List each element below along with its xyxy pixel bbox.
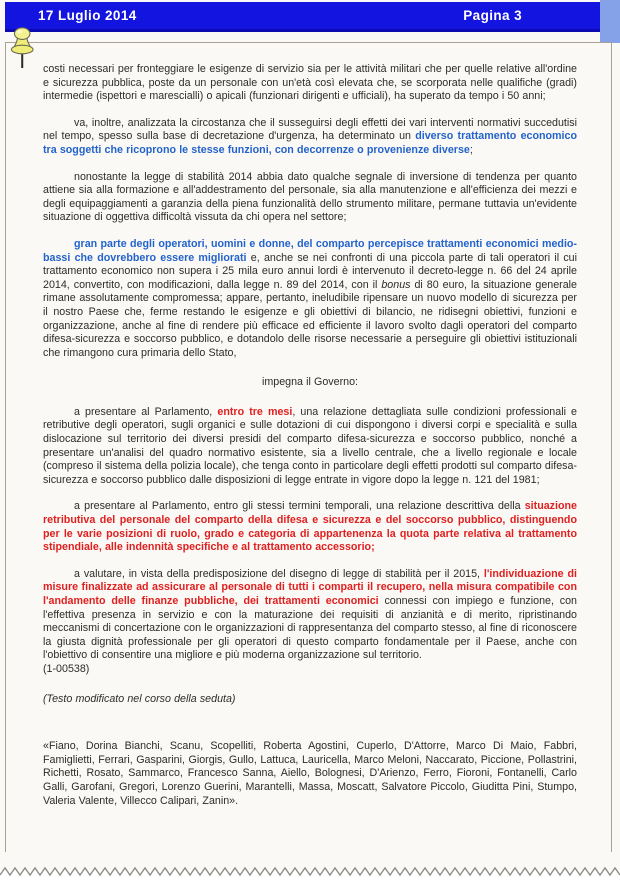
paragraph-costi-necessari [43,63,577,104]
text-segment-normal: costi necessari per fronteggiare le esigenze di servizio sia per le attività militari che per quelle relative all'ordine e sicurezza pubblica, poste da un personale con un'età così elevata che, se scorporata nelle qualifiche (gradi) intermedie (ispettori e marescialli) o apicali (funzionari dirigenti e ufficiali), ha superato da tempo i 50 anni; [43,63,577,103]
paragraph-a-valutare [43,568,577,663]
text-segment-normal: e, anche se nei confronti di una piccola parte di tali operatori il cui trattamento economico non supera i 25 mila euro annui lordi è intervenuto il decreto-legge n. 66 del 24 aprile 2014, convertito, con modificazioni, dalla legge n. 89 del 2014, con il [43,251,577,291]
text-segment-blue_bold: gran parte degli operatori, uomini e donne, del comparto percepisce trattamenti economici medio-bassi che dovrebbero essere migliorati [43,237,577,264]
text-segment-normal: «Fiano, Dorina Bianchi, Scanu, Scopelliti, Roberta Agostini, Cuperlo, D'Attorre, Marco Di Maio, Fabbri, Famiglietti, Ferrari, Gasparini, Giorgis, Gullo, Lattuca, Lauricella, Marco Meloni, Naccarato, Piccione, Pollastrini, Richetti, Rosato, Sammarco, Francesco Sanna, Aiello, Bolognesi, D'Arienzo, Ferro, Fioroni, Fontanelli, Carlo Galli, Garofani, Gregori, Lorenzo Guerini, Marantelli, Massa, Moscatt, Salvatore Piccolo, Giuditta Pini, Stumpo, Valeria Valente, Villecco Calipari, Zanin». [43,740,577,807]
text-segment-normal: (1-00538) [43,662,90,675]
page-header-bar [5,2,600,32]
text-segment-normal: nonostante la legge di stabilità 2014 abbia dato qualche segnale di inversione di tendenza per quanto attiene sia alla formazione e all'addestramento del personale, sia alla manutenzione e all'efficienza dei mezzi e degli equipaggiamenti a garanzia della piena funzionalità dello strumento militare, permane tuttavia un'evidente situazione di oggettiva difficoltà vissuta da chi opera nel settore; [43,170,577,224]
paragraph-relazione-descrittiva [43,500,577,554]
corner-accent-block [600,0,620,43]
paragraph-relazione-dettagliata [43,406,577,488]
text-segment-normal: a valutare, in vista della predisposizione del disegno di legge di stabilità per il 2015, [74,567,484,580]
text-segment-normal: a presentare al Parlamento, [74,405,218,418]
text-segment-normal: connessi con impiego e funzione, con l'effettiva presenza in servizio e con la maturazione dei requisiti di anzianità e di merito, ripristinando meccanismi di concertazione con le organizzazioni di rappresentanza del comparto stesso, al fine di riconoscere la giusta dignità professionale per gli operatori di questo comparto fondamentale per il Paese, anche con l'obiettivo di consentire una migliore e più moderna organizzazione sul territorio. [43,595,577,662]
paragraph-signatures [43,740,577,808]
text-segment-red_bold: l'individuazione di misure finalizzate ad assicurare al personale di tutti i comparti il recupero, nella misura compatibile con l'andamento delle finanze pubbliche, dei trattamenti economici [43,567,577,607]
text-segment-normal: impegna il Governo: [261,376,359,389]
paragraph-va-inoltre [43,117,577,158]
text-segment-normal: va, inoltre, analizzata la circostanza che il susseguirsi degli effetti dei vari interventi normativi succedutisi nel tempo, spesso sulla base di decretazione d'urgenza, ha determinato un [43,116,577,143]
pushpin-icon [6,26,40,81]
text-segment-blue_bold: diverso trattamento economico tra soggetti che ricoprono le stesse funzioni, con decorrenze o provenienze diverse [43,130,577,156]
paragraph-act-number [43,663,577,677]
paragraph-impegna-governo [43,376,577,390]
header-page-number: Pagina 3 [463,8,522,23]
torn-edge-decoration [0,863,620,884]
text-segment-italic: bonus [381,278,411,291]
text-segment-normal: , una relazione dettagliata sulle condizioni professionali e retributive degli operatori, sugli organici e sulle dotazioni di cui dispongono i diversi corpi e specialità e sulla dislocazione sul territorio dei diversi presidi del comparto difesa-sicurezza e soccorso pubblico, nonché a presentare un'analisi del quadro normativo esistente, sia a livello centrale, che a livello regionale e locale (compreso il sistema della polizia locale), che tenga conto in particolare degli effetti prodotti sul comparto difesa-sicurezza e soccorso pubblico dalle disposizioni di legge entrate in vigore dopo la legge n. 121 del 1981; [43,405,577,486]
paragraph-testo-modificato [43,693,577,707]
text-segment-normal: di 80 euro, la situazione generale rimane assolutamente compromessa; appare, pertanto, ineludibile ripensare un nuovo modello di sicurezza per il nostro Paese che, ferme restando le esigenze e gli obiettivi di bilancio, ne ridisegni obiettivi, funzioni e organizzazione, anche al fine di rendere più efficace ed efficiente il lavoro svolto dagli operatori del comparto difesa-sicurezza e soccorso pubblico, e dotandolo delle risorse necessarie a perseguire gli obiettivi istituzionali che rimangono cura primaria dello Stato, [43,278,577,359]
header-date: 17 Luglio 2014 [38,8,137,23]
text-segment-red_bold: entro tre mesi [217,405,293,418]
text-segment-italic: (Testo modificato nel corso della seduta) [43,692,236,705]
paragraph-nonostante-legge [43,171,577,225]
paragraph-gran-parte [43,238,577,360]
text-segment-normal: a presentare al Parlamento, entro gli stessi termini temporali, una relazione descrittiva della [74,500,525,513]
text-segment-normal: ; [469,143,473,156]
text-segment-red_bold: situazione retributiva del personale del comparto della difesa e sicurezza e del soccorso pubblico, distinguendo per le varie posizioni di ruolo, grado e categoria di appartenenza la quota parte relativa al trattamento stipendiale, alle indennità specifiche e al trattamento accessorio; [43,500,577,554]
document-body [43,63,577,808]
document-content-box [5,42,612,852]
torn-edge-path [0,868,620,875]
